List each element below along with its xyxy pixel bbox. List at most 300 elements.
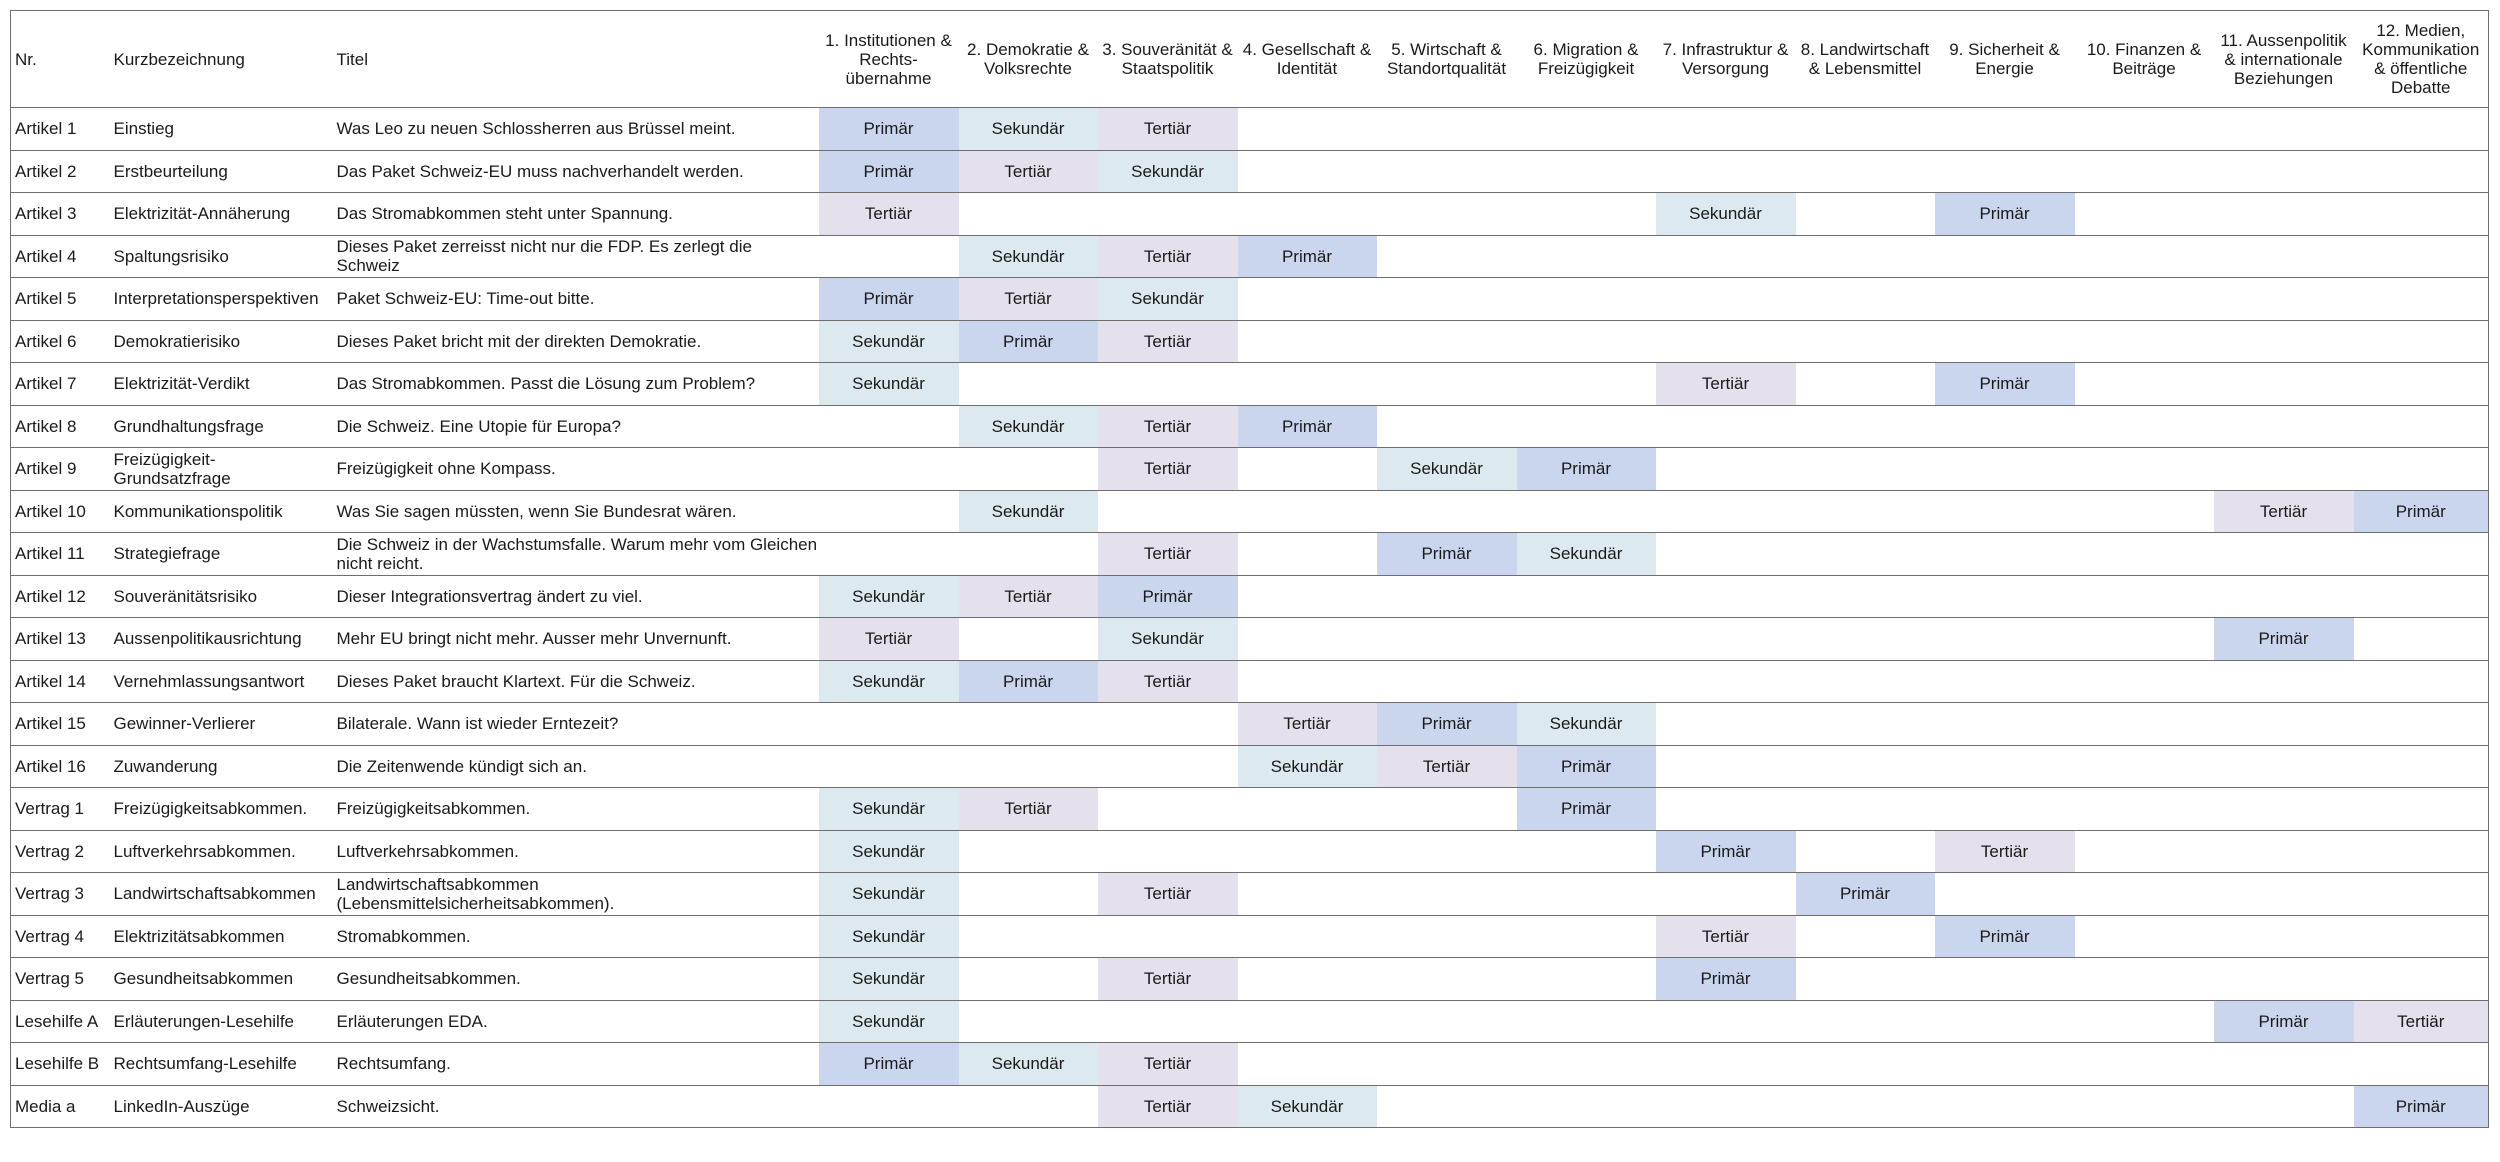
rank-cell-category-7[interactable] <box>1656 745 1796 788</box>
row-number-cell[interactable] <box>11 405 110 448</box>
rank-cell-category-9[interactable] <box>1935 278 2075 321</box>
rank-cell-category-3[interactable]: Sekundär <box>1098 278 1238 321</box>
row-short-name-cell[interactable] <box>110 193 333 236</box>
rank-cell-category-7[interactable] <box>1656 703 1796 746</box>
row-number-cell[interactable] <box>11 618 110 661</box>
rank-cell-category-1[interactable]: Sekundär <box>819 788 959 831</box>
rank-cell-category-7[interactable]: Primär <box>1656 958 1796 1001</box>
rank-cell-category-10[interactable] <box>2075 405 2214 448</box>
rank-cell-category-9[interactable]: Tertiär <box>1935 830 2075 873</box>
row-title-cell[interactable] <box>333 320 819 363</box>
rank-cell-category-4[interactable] <box>1238 1000 1377 1043</box>
rank-cell-category-1[interactable] <box>819 745 959 788</box>
rank-cell-category-3[interactable]: Tertiär <box>1098 660 1238 703</box>
row-number-cell[interactable] <box>11 703 110 746</box>
rank-cell-category-5[interactable]: Tertiär <box>1377 745 1517 788</box>
rank-cell-category-11[interactable] <box>2214 915 2354 958</box>
row-short-name-cell[interactable] <box>110 108 333 151</box>
rank-cell-category-3[interactable] <box>1098 915 1238 958</box>
rank-cell-category-11[interactable]: Primär <box>2214 618 2354 661</box>
rank-cell-category-2[interactable] <box>959 745 1098 788</box>
rank-cell-category-2[interactable]: Sekundär <box>959 235 1098 278</box>
rank-cell-category-3[interactable] <box>1098 745 1238 788</box>
row-short-name-cell[interactable] <box>110 448 333 491</box>
rank-cell-category-5[interactable] <box>1377 363 1517 406</box>
rank-cell-category-3[interactable]: Sekundär <box>1098 618 1238 661</box>
rank-cell-category-10[interactable] <box>2075 915 2214 958</box>
rank-cell-category-9[interactable] <box>1935 1000 2075 1043</box>
rank-cell-category-1[interactable]: Sekundär <box>819 320 959 363</box>
row-short-name-cell[interactable] <box>110 575 333 618</box>
rank-cell-category-6[interactable] <box>1517 150 1656 193</box>
rank-cell-category-12[interactable] <box>2354 618 2489 661</box>
rank-cell-category-5[interactable]: Primär <box>1377 703 1517 746</box>
rank-cell-category-7[interactable] <box>1656 150 1796 193</box>
rank-cell-category-10[interactable] <box>2075 278 2214 321</box>
row-short-name-cell[interactable] <box>110 278 333 321</box>
rank-cell-category-8[interactable] <box>1796 533 1935 576</box>
rank-cell-category-10[interactable] <box>2075 703 2214 746</box>
rank-cell-category-12[interactable] <box>2354 575 2489 618</box>
rank-cell-category-6[interactable] <box>1517 320 1656 363</box>
rank-cell-category-5[interactable] <box>1377 915 1517 958</box>
rank-cell-category-7[interactable] <box>1656 575 1796 618</box>
rank-cell-category-1[interactable]: Sekundär <box>819 660 959 703</box>
rank-cell-category-1[interactable]: Primär <box>819 278 959 321</box>
row-title-cell[interactable] <box>333 448 819 491</box>
rank-cell-category-9[interactable] <box>1935 618 2075 661</box>
rank-cell-category-8[interactable] <box>1796 1085 1935 1128</box>
rank-cell-category-11[interactable] <box>2214 1085 2354 1128</box>
rank-cell-category-5[interactable] <box>1377 235 1517 278</box>
rank-cell-category-10[interactable] <box>2075 108 2214 151</box>
rank-cell-category-8[interactable] <box>1796 1000 1935 1043</box>
rank-cell-category-6[interactable] <box>1517 278 1656 321</box>
rank-cell-category-6[interactable]: Sekundär <box>1517 533 1656 576</box>
rank-cell-category-11[interactable]: Primär <box>2214 1000 2354 1043</box>
rank-cell-category-8[interactable] <box>1796 490 1935 533</box>
rank-cell-category-10[interactable] <box>2075 788 2214 831</box>
row-short-name-cell[interactable] <box>110 873 333 916</box>
rank-cell-category-9[interactable] <box>1935 320 2075 363</box>
row-number-cell[interactable] <box>11 448 110 491</box>
rank-cell-category-11[interactable] <box>2214 235 2354 278</box>
row-number-cell[interactable] <box>11 1085 110 1128</box>
rank-cell-category-4[interactable] <box>1238 320 1377 363</box>
rank-cell-category-12[interactable] <box>2354 405 2489 448</box>
rank-cell-category-1[interactable]: Tertiär <box>819 618 959 661</box>
rank-cell-category-10[interactable] <box>2075 448 2214 491</box>
rank-cell-category-9[interactable] <box>1935 533 2075 576</box>
rank-cell-category-12[interactable] <box>2354 958 2489 1001</box>
rank-cell-category-4[interactable] <box>1238 490 1377 533</box>
rank-cell-category-1[interactable] <box>819 1085 959 1128</box>
header-category-1[interactable]: 1. Institutionen & Rechts-übernahme <box>819 11 959 108</box>
row-number-cell[interactable] <box>11 235 110 278</box>
rank-cell-category-4[interactable] <box>1238 788 1377 831</box>
rank-cell-category-7[interactable] <box>1656 490 1796 533</box>
rank-cell-category-9[interactable] <box>1935 958 2075 1001</box>
rank-cell-category-9[interactable]: Primär <box>1935 363 2075 406</box>
rank-cell-category-3[interactable] <box>1098 363 1238 406</box>
rank-cell-category-7[interactable] <box>1656 1085 1796 1128</box>
rank-cell-category-3[interactable]: Tertiär <box>1098 108 1238 151</box>
rank-cell-category-5[interactable] <box>1377 873 1517 916</box>
row-number-cell[interactable] <box>11 193 110 236</box>
rank-cell-category-1[interactable] <box>819 533 959 576</box>
rank-cell-category-3[interactable] <box>1098 490 1238 533</box>
row-short-name-cell[interactable] <box>110 235 333 278</box>
row-title-cell[interactable] <box>333 958 819 1001</box>
row-number-cell[interactable] <box>11 1000 110 1043</box>
rank-cell-category-1[interactable] <box>819 448 959 491</box>
row-title-cell[interactable] <box>333 150 819 193</box>
row-title-cell[interactable] <box>333 915 819 958</box>
rank-cell-category-1[interactable]: Primär <box>819 150 959 193</box>
rank-cell-category-4[interactable]: Sekundär <box>1238 745 1377 788</box>
rank-cell-category-4[interactable]: Sekundär <box>1238 1085 1377 1128</box>
rank-cell-category-12[interactable]: Tertiär <box>2354 1000 2489 1043</box>
row-short-name-cell[interactable] <box>110 490 333 533</box>
row-title-cell[interactable] <box>333 193 819 236</box>
rank-cell-category-1[interactable]: Primär <box>819 108 959 151</box>
row-number-cell[interactable] <box>11 150 110 193</box>
row-number-cell[interactable] <box>11 1043 110 1086</box>
rank-cell-category-11[interactable] <box>2214 193 2354 236</box>
rank-cell-category-1[interactable]: Sekundär <box>819 830 959 873</box>
rank-cell-category-8[interactable] <box>1796 958 1935 1001</box>
rank-cell-category-2[interactable] <box>959 363 1098 406</box>
rank-cell-category-8[interactable] <box>1796 830 1935 873</box>
rank-cell-category-9[interactable] <box>1935 405 2075 448</box>
rank-cell-category-8[interactable] <box>1796 745 1935 788</box>
rank-cell-category-3[interactable]: Tertiär <box>1098 235 1238 278</box>
rank-cell-category-9[interactable] <box>1935 150 2075 193</box>
rank-cell-category-3[interactable]: Tertiär <box>1098 533 1238 576</box>
rank-cell-category-8[interactable] <box>1796 618 1935 661</box>
rank-cell-category-7[interactable] <box>1656 1043 1796 1086</box>
rank-cell-category-10[interactable] <box>2075 490 2214 533</box>
rank-cell-category-8[interactable] <box>1796 363 1935 406</box>
rank-cell-category-5[interactable] <box>1377 278 1517 321</box>
rank-cell-category-2[interactable]: Tertiär <box>959 788 1098 831</box>
rank-cell-category-8[interactable] <box>1796 320 1935 363</box>
rank-cell-category-9[interactable]: Primär <box>1935 915 2075 958</box>
rank-cell-category-12[interactable] <box>2354 915 2489 958</box>
rank-cell-category-9[interactable] <box>1935 448 2075 491</box>
rank-cell-category-7[interactable] <box>1656 448 1796 491</box>
rank-cell-category-9[interactable] <box>1935 490 2075 533</box>
rank-cell-category-11[interactable] <box>2214 108 2354 151</box>
rank-cell-category-3[interactable]: Sekundär <box>1098 150 1238 193</box>
row-number-cell[interactable] <box>11 320 110 363</box>
rank-cell-category-3[interactable] <box>1098 703 1238 746</box>
rank-cell-category-12[interactable] <box>2354 193 2489 236</box>
rank-cell-category-5[interactable] <box>1377 1000 1517 1043</box>
rank-cell-category-2[interactable] <box>959 830 1098 873</box>
rank-cell-category-6[interactable]: Primär <box>1517 745 1656 788</box>
rank-cell-category-7[interactable] <box>1656 1000 1796 1043</box>
rank-cell-category-6[interactable] <box>1517 363 1656 406</box>
rank-cell-category-3[interactable]: Tertiär <box>1098 1085 1238 1128</box>
rank-cell-category-8[interactable] <box>1796 1043 1935 1086</box>
row-title-cell[interactable] <box>333 618 819 661</box>
header-category-3[interactable]: 3. Souveränität & Staatspolitik <box>1098 11 1238 108</box>
row-short-name-cell[interactable] <box>110 618 333 661</box>
row-short-name-cell[interactable] <box>110 405 333 448</box>
rank-cell-category-2[interactable]: Tertiär <box>959 575 1098 618</box>
rank-cell-category-6[interactable] <box>1517 660 1656 703</box>
rank-cell-category-11[interactable] <box>2214 533 2354 576</box>
rank-cell-category-4[interactable] <box>1238 575 1377 618</box>
row-short-name-cell[interactable] <box>110 1085 333 1128</box>
rank-cell-category-12[interactable] <box>2354 150 2489 193</box>
rank-cell-category-10[interactable] <box>2075 830 2214 873</box>
row-short-name-cell[interactable] <box>110 320 333 363</box>
rank-cell-category-1[interactable]: Sekundär <box>819 873 959 916</box>
row-number-cell[interactable] <box>11 278 110 321</box>
row-short-name-cell[interactable] <box>110 150 333 193</box>
row-number-cell[interactable] <box>11 788 110 831</box>
row-title-cell[interactable] <box>333 533 819 576</box>
rank-cell-category-3[interactable]: Tertiär <box>1098 320 1238 363</box>
rank-cell-category-7[interactable] <box>1656 320 1796 363</box>
rank-cell-category-7[interactable]: Tertiär <box>1656 915 1796 958</box>
rank-cell-category-2[interactable]: Primär <box>959 660 1098 703</box>
row-short-name-cell[interactable] <box>110 915 333 958</box>
rank-cell-category-7[interactable] <box>1656 618 1796 661</box>
row-title-cell[interactable] <box>333 235 819 278</box>
rank-cell-category-5[interactable] <box>1377 575 1517 618</box>
row-title-cell[interactable] <box>333 703 819 746</box>
rank-cell-category-5[interactable]: Sekundär <box>1377 448 1517 491</box>
rank-cell-category-11[interactable] <box>2214 320 2354 363</box>
rank-cell-category-9[interactable] <box>1935 873 2075 916</box>
rank-cell-category-11[interactable] <box>2214 788 2354 831</box>
row-number-cell[interactable] <box>11 363 110 406</box>
rank-cell-category-2[interactable]: Sekundär <box>959 405 1098 448</box>
rank-cell-category-11[interactable] <box>2214 448 2354 491</box>
rank-cell-category-1[interactable]: Sekundär <box>819 958 959 1001</box>
rank-cell-category-1[interactable]: Sekundär <box>819 363 959 406</box>
rank-cell-category-10[interactable] <box>2075 660 2214 703</box>
row-number-cell[interactable] <box>11 958 110 1001</box>
rank-cell-category-2[interactable]: Sekundär <box>959 490 1098 533</box>
rank-cell-category-6[interactable] <box>1517 405 1656 448</box>
header-category-11[interactable]: 11. Aussenpolitik & internationale Beziehungen <box>2214 11 2354 108</box>
rank-cell-category-9[interactable] <box>1935 660 2075 703</box>
header-category-6[interactable]: 6. Migration & Freizügigkeit <box>1517 11 1656 108</box>
rank-cell-category-2[interactable] <box>959 618 1098 661</box>
row-number-cell[interactable] <box>11 873 110 916</box>
row-number-cell[interactable] <box>11 660 110 703</box>
rank-cell-category-10[interactable] <box>2075 193 2214 236</box>
rank-cell-category-7[interactable] <box>1656 660 1796 703</box>
rank-cell-category-5[interactable] <box>1377 618 1517 661</box>
rank-cell-category-5[interactable] <box>1377 830 1517 873</box>
rank-cell-category-10[interactable] <box>2075 575 2214 618</box>
header-category-10[interactable]: 10. Finanzen & Beiträge <box>2075 11 2214 108</box>
rank-cell-category-1[interactable]: Sekundär <box>819 915 959 958</box>
rank-cell-category-1[interactable]: Primär <box>819 1043 959 1086</box>
rank-cell-category-10[interactable] <box>2075 1043 2214 1086</box>
row-short-name-cell[interactable] <box>110 745 333 788</box>
rank-cell-category-6[interactable] <box>1517 575 1656 618</box>
rank-cell-category-2[interactable] <box>959 958 1098 1001</box>
header-category-12[interactable]: 12. Medien, Kommunikation & öffentliche Debatte <box>2354 11 2489 108</box>
rank-cell-category-9[interactable] <box>1935 235 2075 278</box>
rank-cell-category-3[interactable] <box>1098 1000 1238 1043</box>
rank-cell-category-5[interactable] <box>1377 108 1517 151</box>
rank-cell-category-12[interactable] <box>2354 1043 2489 1086</box>
rank-cell-category-7[interactable] <box>1656 405 1796 448</box>
header-short-name[interactable]: Kurzbezeichnung <box>110 11 333 108</box>
rank-cell-category-2[interactable] <box>959 915 1098 958</box>
rank-cell-category-10[interactable] <box>2075 320 2214 363</box>
rank-cell-category-8[interactable]: Primär <box>1796 873 1935 916</box>
row-title-cell[interactable] <box>333 1043 819 1086</box>
rank-cell-category-7[interactable] <box>1656 788 1796 831</box>
rank-cell-category-1[interactable] <box>819 235 959 278</box>
rank-cell-category-5[interactable] <box>1377 1043 1517 1086</box>
rank-cell-category-2[interactable]: Tertiär <box>959 278 1098 321</box>
rank-cell-category-7[interactable] <box>1656 108 1796 151</box>
rank-cell-category-4[interactable] <box>1238 915 1377 958</box>
rank-cell-category-1[interactable]: Sekundär <box>819 1000 959 1043</box>
rank-cell-category-4[interactable] <box>1238 193 1377 236</box>
rank-cell-category-9[interactable] <box>1935 1043 2075 1086</box>
rank-cell-category-12[interactable] <box>2354 745 2489 788</box>
row-title-cell[interactable] <box>333 873 819 916</box>
rank-cell-category-11[interactable] <box>2214 660 2354 703</box>
rank-cell-category-12[interactable] <box>2354 320 2489 363</box>
rank-cell-category-4[interactable] <box>1238 448 1377 491</box>
header-category-7[interactable]: 7. Infrastruktur & Versorgung <box>1656 11 1796 108</box>
row-title-cell[interactable] <box>333 1085 819 1128</box>
row-short-name-cell[interactable] <box>110 1043 333 1086</box>
rank-cell-category-3[interactable] <box>1098 830 1238 873</box>
rank-cell-category-3[interactable]: Primär <box>1098 575 1238 618</box>
header-nr[interactable]: Nr. <box>11 11 110 108</box>
rank-cell-category-9[interactable]: Primär <box>1935 193 2075 236</box>
rank-cell-category-10[interactable] <box>2075 1000 2214 1043</box>
rank-cell-category-8[interactable] <box>1796 405 1935 448</box>
row-title-cell[interactable] <box>333 830 819 873</box>
rank-cell-category-5[interactable] <box>1377 1085 1517 1128</box>
rank-cell-category-2[interactable] <box>959 1000 1098 1043</box>
row-title-cell[interactable] <box>333 745 819 788</box>
rank-cell-category-8[interactable] <box>1796 703 1935 746</box>
rank-cell-category-7[interactable] <box>1656 235 1796 278</box>
rank-cell-category-10[interactable] <box>2075 873 2214 916</box>
rank-cell-category-4[interactable] <box>1238 958 1377 1001</box>
rank-cell-category-11[interactable] <box>2214 958 2354 1001</box>
rank-cell-category-8[interactable] <box>1796 193 1935 236</box>
rank-cell-category-6[interactable]: Sekundär <box>1517 703 1656 746</box>
rank-cell-category-6[interactable] <box>1517 1085 1656 1128</box>
rank-cell-category-10[interactable] <box>2075 363 2214 406</box>
rank-cell-category-12[interactable] <box>2354 788 2489 831</box>
rank-cell-category-12[interactable] <box>2354 363 2489 406</box>
header-category-5[interactable]: 5. Wirtschaft & Standortqualität <box>1377 11 1517 108</box>
rank-cell-category-5[interactable] <box>1377 193 1517 236</box>
rank-cell-category-8[interactable] <box>1796 150 1935 193</box>
rank-cell-category-10[interactable] <box>2075 533 2214 576</box>
rank-cell-category-6[interactable] <box>1517 490 1656 533</box>
row-number-cell[interactable] <box>11 915 110 958</box>
rank-cell-category-6[interactable] <box>1517 958 1656 1001</box>
rank-cell-category-2[interactable]: Sekundär <box>959 1043 1098 1086</box>
rank-cell-category-5[interactable] <box>1377 788 1517 831</box>
rank-cell-category-8[interactable] <box>1796 915 1935 958</box>
rank-cell-category-6[interactable]: Primär <box>1517 448 1656 491</box>
rank-cell-category-11[interactable] <box>2214 830 2354 873</box>
row-title-cell[interactable] <box>333 1000 819 1043</box>
rank-cell-category-1[interactable]: Tertiär <box>819 193 959 236</box>
rank-cell-category-12[interactable] <box>2354 703 2489 746</box>
row-title-cell[interactable] <box>333 490 819 533</box>
rank-cell-category-5[interactable]: Primär <box>1377 533 1517 576</box>
rank-cell-category-4[interactable] <box>1238 533 1377 576</box>
rank-cell-category-10[interactable] <box>2075 150 2214 193</box>
rank-cell-category-6[interactable] <box>1517 618 1656 661</box>
rank-cell-category-5[interactable] <box>1377 320 1517 363</box>
row-title-cell[interactable] <box>333 108 819 151</box>
rank-cell-category-12[interactable] <box>2354 873 2489 916</box>
rank-cell-category-4[interactable]: Tertiär <box>1238 703 1377 746</box>
rank-cell-category-12[interactable] <box>2354 108 2489 151</box>
rank-cell-category-2[interactable]: Primär <box>959 320 1098 363</box>
rank-cell-category-7[interactable] <box>1656 278 1796 321</box>
rank-cell-category-4[interactable] <box>1238 618 1377 661</box>
rank-cell-category-5[interactable] <box>1377 660 1517 703</box>
rank-cell-category-6[interactable] <box>1517 830 1656 873</box>
row-title-cell[interactable] <box>333 575 819 618</box>
rank-cell-category-12[interactable] <box>2354 448 2489 491</box>
row-number-cell[interactable] <box>11 745 110 788</box>
rank-cell-category-6[interactable] <box>1517 108 1656 151</box>
rank-cell-category-11[interactable]: Tertiär <box>2214 490 2354 533</box>
rank-cell-category-7[interactable] <box>1656 533 1796 576</box>
rank-cell-category-12[interactable] <box>2354 235 2489 278</box>
rank-cell-category-2[interactable] <box>959 193 1098 236</box>
header-title[interactable]: Titel <box>333 11 819 108</box>
rank-cell-category-11[interactable] <box>2214 405 2354 448</box>
rank-cell-category-7[interactable] <box>1656 873 1796 916</box>
rank-cell-category-4[interactable]: Primär <box>1238 405 1377 448</box>
row-title-cell[interactable] <box>333 405 819 448</box>
rank-cell-category-4[interactable] <box>1238 660 1377 703</box>
rank-cell-category-3[interactable]: Tertiär <box>1098 405 1238 448</box>
rank-cell-category-4[interactable] <box>1238 278 1377 321</box>
row-short-name-cell[interactable] <box>110 660 333 703</box>
rank-cell-category-5[interactable] <box>1377 405 1517 448</box>
row-title-cell[interactable] <box>333 278 819 321</box>
rank-cell-category-6[interactable] <box>1517 1000 1656 1043</box>
rank-cell-category-9[interactable] <box>1935 1085 2075 1128</box>
rank-cell-category-8[interactable] <box>1796 788 1935 831</box>
rank-cell-category-3[interactable]: Tertiär <box>1098 1043 1238 1086</box>
rank-cell-category-6[interactable] <box>1517 235 1656 278</box>
rank-cell-category-4[interactable] <box>1238 108 1377 151</box>
header-category-9[interactable]: 9. Sicherheit & Energie <box>1935 11 2075 108</box>
rank-cell-category-6[interactable] <box>1517 193 1656 236</box>
rank-cell-category-4[interactable] <box>1238 363 1377 406</box>
rank-cell-category-8[interactable] <box>1796 108 1935 151</box>
rank-cell-category-2[interactable]: Tertiär <box>959 150 1098 193</box>
row-short-name-cell[interactable] <box>110 533 333 576</box>
rank-cell-category-7[interactable]: Sekundär <box>1656 193 1796 236</box>
